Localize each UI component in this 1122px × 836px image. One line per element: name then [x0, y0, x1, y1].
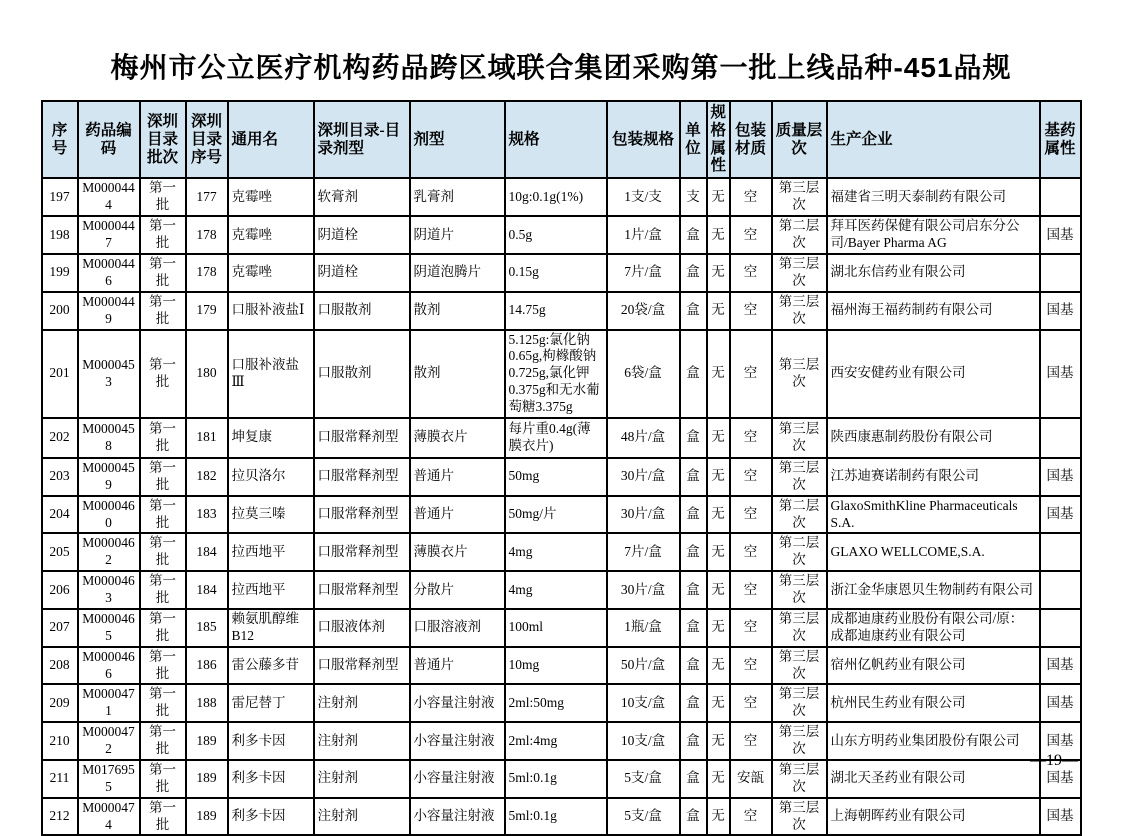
table-row — [42, 458, 1081, 496]
table-cell: 阴道栓 — [314, 216, 410, 254]
table-cell: 阴道栓 — [314, 254, 410, 292]
column-header: 基药属性 — [1040, 101, 1081, 178]
table-cell: 盒 — [680, 292, 707, 330]
table-cell: 第一批 — [140, 330, 186, 418]
table-cell: 空 — [730, 722, 772, 760]
table-cell: 7片/盒 — [607, 254, 680, 292]
table-cell: 口服常释剂型 — [314, 533, 410, 571]
table-row — [42, 722, 1081, 760]
table-cell: 无 — [707, 722, 730, 760]
table-cell: 克霉唑 — [228, 254, 314, 292]
table-cell: 拉贝洛尔 — [228, 458, 314, 496]
table-cell: 第二层次 — [772, 216, 827, 254]
table-cell: 薄膜衣片 — [410, 533, 505, 571]
table-cell: 国基 — [1040, 292, 1081, 330]
table-cell: 无 — [707, 418, 730, 458]
table-cell: 212 — [42, 798, 78, 836]
table-cell: 第一批 — [140, 533, 186, 571]
table-row — [42, 292, 1081, 330]
table-cell: 第三层次 — [772, 458, 827, 496]
table-cell: 209 — [42, 684, 78, 722]
table-cell: 空 — [730, 609, 772, 647]
table-cell: 第一批 — [140, 254, 186, 292]
table-cell: 空 — [730, 178, 772, 216]
table-cell: 4mg — [505, 533, 607, 571]
table-cell: 空 — [730, 533, 772, 571]
table-cell: 散剂 — [410, 330, 505, 418]
table-cell: 湖北东信药业有限公司 — [827, 254, 1040, 292]
column-header: 包装材质 — [730, 101, 772, 178]
table-cell: 4mg — [505, 571, 607, 609]
table-cell: M0000459 — [78, 458, 140, 496]
table-cell: 189 — [186, 722, 228, 760]
table-cell: 空 — [730, 216, 772, 254]
table-cell: 第一批 — [140, 178, 186, 216]
table-cell: 5ml:0.1g — [505, 798, 607, 836]
table-cell: 185 — [186, 609, 228, 647]
table-cell: 支 — [680, 178, 707, 216]
column-header: 序号 — [42, 101, 78, 178]
table-cell: 198 — [42, 216, 78, 254]
table-cell: 无 — [707, 292, 730, 330]
table-cell: 2ml:4mg — [505, 722, 607, 760]
table-cell: 第三层次 — [772, 609, 827, 647]
table-cell: 散剂 — [410, 292, 505, 330]
table-cell: 178 — [186, 216, 228, 254]
table-cell: 空 — [730, 254, 772, 292]
table-cell: 陕西康惠制药股份有限公司 — [827, 418, 1040, 458]
table-cell: 50mg — [505, 458, 607, 496]
table-cell: 赖氨肌醇维B12 — [228, 609, 314, 647]
table-cell: 无 — [707, 330, 730, 418]
table-cell: 177 — [186, 178, 228, 216]
table-cell: 199 — [42, 254, 78, 292]
table-cell: 利多卡因 — [228, 722, 314, 760]
table-cell: 1支/支 — [607, 178, 680, 216]
table-cell: 无 — [707, 684, 730, 722]
table-cell: 第一批 — [140, 458, 186, 496]
table-cell: 乳膏剂 — [410, 178, 505, 216]
table-cell: 注射剂 — [314, 798, 410, 836]
table-cell: 210 — [42, 722, 78, 760]
table-cell: 第三层次 — [772, 684, 827, 722]
table-cell: 盒 — [680, 571, 707, 609]
table-cell: 口服常释剂型 — [314, 418, 410, 458]
table-cell: M0000458 — [78, 418, 140, 458]
table-cell: 口服液体剂 — [314, 609, 410, 647]
table-cell: 无 — [707, 178, 730, 216]
column-header: 包装规格 — [607, 101, 680, 178]
table-cell: 189 — [186, 798, 228, 836]
table-cell: 空 — [730, 330, 772, 418]
table-cell: 第三层次 — [772, 571, 827, 609]
table-cell: M0000444 — [78, 178, 140, 216]
table-cell: 空 — [730, 496, 772, 534]
table-cell: M0000474 — [78, 798, 140, 836]
column-header: 深圳目录序号 — [186, 101, 228, 178]
table-cell: 第一批 — [140, 292, 186, 330]
table-cell: 第二层次 — [772, 496, 827, 534]
table-cell: 国基 — [1040, 798, 1081, 836]
table-cell: 188 — [186, 684, 228, 722]
table-cell: 1瓶/盒 — [607, 609, 680, 647]
table-cell: 183 — [186, 496, 228, 534]
table-cell: 204 — [42, 496, 78, 534]
table-cell: 第一批 — [140, 609, 186, 647]
table-cell: M0000462 — [78, 533, 140, 571]
table-cell: 口服散剂 — [314, 292, 410, 330]
table-row — [42, 684, 1081, 722]
table-cell: 6袋/盒 — [607, 330, 680, 418]
table-cell: 安瓿 — [730, 760, 772, 798]
table-cell: 空 — [730, 798, 772, 836]
table-cell: 口服常释剂型 — [314, 458, 410, 496]
table-row — [42, 647, 1081, 685]
table-cell: 无 — [707, 216, 730, 254]
table-cell: 第三层次 — [772, 798, 827, 836]
table-cell: 注射剂 — [314, 684, 410, 722]
table-cell: 江苏迪赛诺制药有限公司 — [827, 458, 1040, 496]
table-cell: 203 — [42, 458, 78, 496]
table-cell: 口服常释剂型 — [314, 647, 410, 685]
table-cell: 盒 — [680, 254, 707, 292]
table-cell: 5ml:0.1g — [505, 760, 607, 798]
table-row — [42, 798, 1081, 836]
table-cell: 第三层次 — [772, 254, 827, 292]
table-cell: 利多卡因 — [228, 798, 314, 836]
table-cell: 211 — [42, 760, 78, 798]
table-cell: 201 — [42, 330, 78, 418]
table-cell: 197 — [42, 178, 78, 216]
table-row — [42, 216, 1081, 254]
table-cell: 国基 — [1040, 330, 1081, 418]
table-cell: 空 — [730, 571, 772, 609]
table-cell: 盒 — [680, 798, 707, 836]
table-cell: 189 — [186, 760, 228, 798]
table-cell: 福州海王福药制药有限公司 — [827, 292, 1040, 330]
table-cell: 无 — [707, 798, 730, 836]
table-cell: 无 — [707, 458, 730, 496]
table-cell: 普通片 — [410, 496, 505, 534]
table-cell: 180 — [186, 330, 228, 418]
table-cell: 184 — [186, 571, 228, 609]
table-cell: 5.125g:氯化钠0.65g,枸橼酸钠0.725g,氯化钾0.375g和无水葡萄糖3.375g — [505, 330, 607, 418]
table-cell: 第一批 — [140, 418, 186, 458]
table-cell: 第三层次 — [772, 178, 827, 216]
page-title: 梅州市公立医疗机构药品跨区域联合集团采购第一批上线品种-451品规 — [110, 52, 1012, 83]
table-cell: 国基 — [1040, 647, 1081, 685]
table-cell: 小容量注射液 — [410, 798, 505, 836]
table-cell: GLAXO WELLCOME,S.A. — [827, 533, 1040, 571]
table-cell: 0.5g — [505, 216, 607, 254]
table-cell: 30片/盒 — [607, 496, 680, 534]
table-cell: 181 — [186, 418, 228, 458]
table-cell: 第一批 — [140, 760, 186, 798]
table-cell: 盒 — [680, 330, 707, 418]
page-number: —19— — [1030, 752, 1078, 769]
table-cell: M0000460 — [78, 496, 140, 534]
table-cell: 5支/盒 — [607, 760, 680, 798]
table-cell: 口服补液盐Ⅰ — [228, 292, 314, 330]
table-cell — [1040, 571, 1081, 609]
table-cell: GlaxoSmithKline Pharmaceuticals S.A. — [827, 496, 1040, 534]
table-cell: 国基 — [1040, 722, 1081, 760]
table-cell: 雷公藤多苷 — [228, 647, 314, 685]
table-cell: 182 — [186, 458, 228, 496]
table-cell: 杭州民生药业有限公司 — [827, 684, 1040, 722]
table-cell: 口服补液盐Ⅲ — [228, 330, 314, 418]
table-cell: 拜耳医药保健有限公司启东分公司/Bayer Pharma AG — [827, 216, 1040, 254]
table-cell: 空 — [730, 647, 772, 685]
table-cell: 179 — [186, 292, 228, 330]
table-cell: 注射剂 — [314, 722, 410, 760]
table-cell: 小容量注射液 — [410, 684, 505, 722]
table-cell: 成都迪康药业股份有限公司/原：成都迪康药业有限公司 — [827, 609, 1040, 647]
table-cell: 第一批 — [140, 496, 186, 534]
table-row — [42, 418, 1081, 458]
table-cell: M0000449 — [78, 292, 140, 330]
table-header-row — [42, 101, 1081, 178]
table-cell: 202 — [42, 418, 78, 458]
table-cell: 无 — [707, 533, 730, 571]
table-cell: 100ml — [505, 609, 607, 647]
column-header: 深圳目录-目录剂型 — [314, 101, 410, 178]
table-row — [42, 571, 1081, 609]
table-cell: M0176955 — [78, 760, 140, 798]
table-cell: 186 — [186, 647, 228, 685]
table-cell: M0000446 — [78, 254, 140, 292]
table-row — [42, 254, 1081, 292]
table-cell: 空 — [730, 418, 772, 458]
column-header: 通用名 — [228, 101, 314, 178]
table-cell: 国基 — [1040, 458, 1081, 496]
table-cell: 盒 — [680, 647, 707, 685]
table-cell: 雷尼替丁 — [228, 684, 314, 722]
table-cell: 第三层次 — [772, 760, 827, 798]
table-cell: 无 — [707, 571, 730, 609]
table-cell: 7片/盒 — [607, 533, 680, 571]
table-cell: 无 — [707, 496, 730, 534]
column-header: 药品编码 — [78, 101, 140, 178]
table-row — [42, 760, 1081, 798]
table-cell: 30片/盒 — [607, 571, 680, 609]
table-cell: 分散片 — [410, 571, 505, 609]
table-cell: 普通片 — [410, 647, 505, 685]
table-cell: 第三层次 — [772, 722, 827, 760]
table-cell: 第一批 — [140, 684, 186, 722]
table-cell: 浙江金华康恩贝生物制药有限公司 — [827, 571, 1040, 609]
table-cell: 无 — [707, 254, 730, 292]
table-cell: 20袋/盒 — [607, 292, 680, 330]
table-cell: 口服常释剂型 — [314, 571, 410, 609]
table-cell: 盒 — [680, 496, 707, 534]
table-cell: 上海朝晖药业有限公司 — [827, 798, 1040, 836]
table-cell: 10mg — [505, 647, 607, 685]
table-cell: 口服溶液剂 — [410, 609, 505, 647]
table-cell: 盒 — [680, 533, 707, 571]
table-cell: 第三层次 — [772, 647, 827, 685]
table-cell: 空 — [730, 684, 772, 722]
table-cell: 薄膜衣片 — [410, 418, 505, 458]
table-cell: 小容量注射液 — [410, 760, 505, 798]
table-cell — [1040, 418, 1081, 458]
table-cell: 克霉唑 — [228, 216, 314, 254]
table-cell: 利多卡因 — [228, 760, 314, 798]
procurement-table — [41, 100, 1082, 836]
table-cell: 湖北天圣药业有限公司 — [827, 760, 1040, 798]
table-cell: 第三层次 — [772, 330, 827, 418]
table-cell: 第一批 — [140, 798, 186, 836]
table-cell: 盒 — [680, 760, 707, 798]
table-cell: M0000472 — [78, 722, 140, 760]
table-cell: 50mg/片 — [505, 496, 607, 534]
table-cell: 注射剂 — [314, 760, 410, 798]
table-cell: M0000463 — [78, 571, 140, 609]
table-cell: 阴道泡腾片 — [410, 254, 505, 292]
column-header: 深圳目录批次 — [140, 101, 186, 178]
table-cell: 207 — [42, 609, 78, 647]
table-cell: 空 — [730, 292, 772, 330]
table-cell: 无 — [707, 647, 730, 685]
table-cell: 2ml:50mg — [505, 684, 607, 722]
table-cell: 208 — [42, 647, 78, 685]
table-cell: 阴道片 — [410, 216, 505, 254]
table-cell: 每片重0.4g(薄膜衣片) — [505, 418, 607, 458]
table-cell: 盒 — [680, 216, 707, 254]
table-cell: 山东方明药业集团股份有限公司 — [827, 722, 1040, 760]
table-cell: 口服常释剂型 — [314, 496, 410, 534]
column-header: 生产企业 — [827, 101, 1040, 178]
table-cell: 拉莫三嗪 — [228, 496, 314, 534]
column-header: 质量层次 — [772, 101, 827, 178]
column-header: 规格属性 — [707, 101, 730, 178]
table-cell: 第二层次 — [772, 533, 827, 571]
table-cell: 第一批 — [140, 571, 186, 609]
table-cell: 口服散剂 — [314, 330, 410, 418]
table-cell: 184 — [186, 533, 228, 571]
table-cell: 盒 — [680, 684, 707, 722]
table-cell: 国基 — [1040, 760, 1081, 798]
table-cell: 第三层次 — [772, 292, 827, 330]
table-cell: 10支/盒 — [607, 722, 680, 760]
table-cell: 宿州亿帆药业有限公司 — [827, 647, 1040, 685]
table-cell: 第一批 — [140, 722, 186, 760]
table-cell: 14.75g — [505, 292, 607, 330]
table-cell: 福建省三明天泰制药有限公司 — [827, 178, 1040, 216]
table-cell: 拉西地平 — [228, 533, 314, 571]
table-cell: 无 — [707, 760, 730, 798]
table-cell: 国基 — [1040, 216, 1081, 254]
table-cell — [1040, 178, 1081, 216]
table-cell: 国基 — [1040, 684, 1081, 722]
table-row — [42, 533, 1081, 571]
table-cell: 205 — [42, 533, 78, 571]
table-cell — [1040, 609, 1081, 647]
table-cell: 30片/盒 — [607, 458, 680, 496]
table-cell: 第三层次 — [772, 418, 827, 458]
table-cell: 5支/盒 — [607, 798, 680, 836]
table-cell: 盒 — [680, 722, 707, 760]
table-cell: 10g:0.1g(1%) — [505, 178, 607, 216]
table-cell: 国基 — [1040, 496, 1081, 534]
table-cell: 盒 — [680, 418, 707, 458]
table-cell: 第一批 — [140, 647, 186, 685]
table-cell: 空 — [730, 458, 772, 496]
column-header: 单位 — [680, 101, 707, 178]
table-cell: 小容量注射液 — [410, 722, 505, 760]
table-cell: 盒 — [680, 458, 707, 496]
column-header: 剂型 — [410, 101, 505, 178]
table-cell: 1片/盒 — [607, 216, 680, 254]
table-cell: 坤复康 — [228, 418, 314, 458]
table-cell: M0000466 — [78, 647, 140, 685]
table-cell — [1040, 533, 1081, 571]
column-header: 规格 — [505, 101, 607, 178]
table-row — [42, 178, 1081, 216]
table-cell: 无 — [707, 609, 730, 647]
table-cell: M0000453 — [78, 330, 140, 418]
table-cell: M0000465 — [78, 609, 140, 647]
table-cell: 第一批 — [140, 216, 186, 254]
table-cell: 软膏剂 — [314, 178, 410, 216]
table-cell: M0000447 — [78, 216, 140, 254]
table-cell: 48片/盒 — [607, 418, 680, 458]
table-cell: M0000471 — [78, 684, 140, 722]
table-cell: 206 — [42, 571, 78, 609]
table-cell: 0.15g — [505, 254, 607, 292]
table-cell: 178 — [186, 254, 228, 292]
table-cell: 盒 — [680, 609, 707, 647]
table-cell: 克霉唑 — [228, 178, 314, 216]
table-cell: 普通片 — [410, 458, 505, 496]
table-cell: 西安安健药业有限公司 — [827, 330, 1040, 418]
table-cell: 拉西地平 — [228, 571, 314, 609]
table-cell: 200 — [42, 292, 78, 330]
table-cell — [1040, 254, 1081, 292]
table-cell: 10支/盒 — [607, 684, 680, 722]
table-row — [42, 496, 1081, 534]
table-row — [42, 330, 1081, 418]
table-cell: 50片/盒 — [607, 647, 680, 685]
table-row — [42, 609, 1081, 647]
